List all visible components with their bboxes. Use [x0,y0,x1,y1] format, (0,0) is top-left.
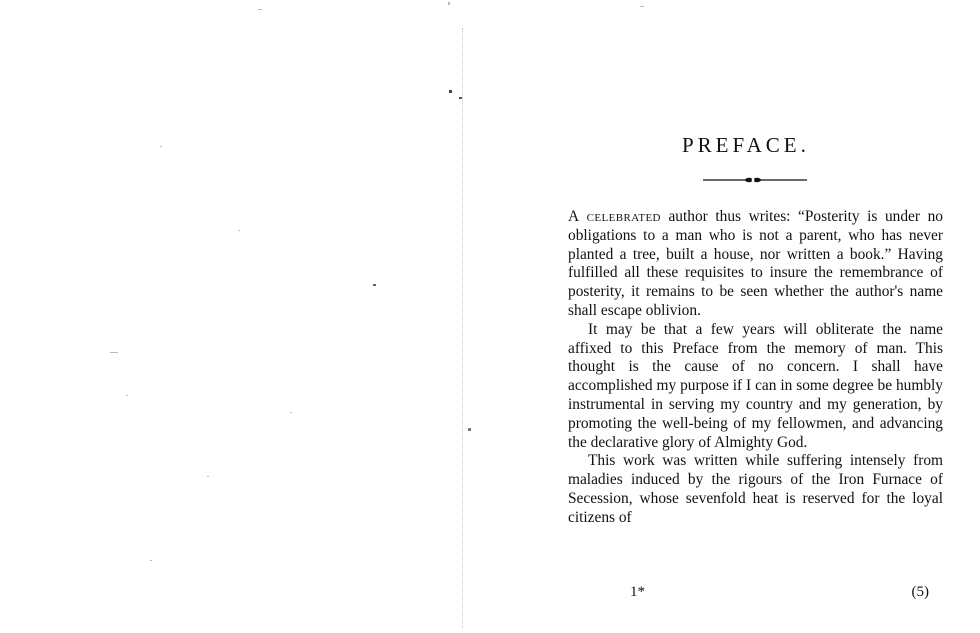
blank-left-page [0,0,460,633]
paragraph-1-text: author thus writes: “Posterity is under no obligations to a man who is not a parent, who has never planted a tree, built a house, nor written a book.” Having fulfilled all these requisites to insure the remembrance of posterity, it remains to be seen whether the author's name shall escape oblivion. [568,208,943,319]
page-speck [126,395,128,396]
paragraph-lead-smallcaps: A celebrated [568,208,661,225]
page-speck [468,428,471,431]
page-speck [150,560,152,561]
page-speck [290,412,292,413]
ornament-rule-icon [703,175,807,185]
paragraph-2: It may be that a few years will obliterate the name affixed to this Preface from the memory of man. This thought is the cause of no concern. I shall have accomplished my purpose if I can in some degree be humbly instrumental in serving my country and my generation, by promoting the well-being of my fellowmen, and advancing the declarative glory of Almighty God. [568,320,943,451]
page-speck [160,146,162,147]
preface-body [568,208,943,528]
page-speck [449,90,452,93]
page-speck [373,284,376,286]
page-speck [238,230,240,231]
paragraph-3: This work was written while suffering intensely from maladies induced by the rigours of the Iron Furnace of Secession, whose sevenfold heat is reserved for the loyal citizens of [568,452,943,526]
page-speck [640,6,644,7]
page-title: PREFACE. [682,133,810,157]
page-speck [448,2,450,5]
page-speck [258,9,262,10]
preface-page [560,0,950,633]
page-speck [110,352,118,353]
paragraph-1 [568,208,943,321]
page-footer [568,584,943,604]
page-speck [207,476,209,477]
signature-mark: 1* [630,584,645,600]
page-number: (5) [911,584,929,600]
gutter-line [462,28,463,628]
